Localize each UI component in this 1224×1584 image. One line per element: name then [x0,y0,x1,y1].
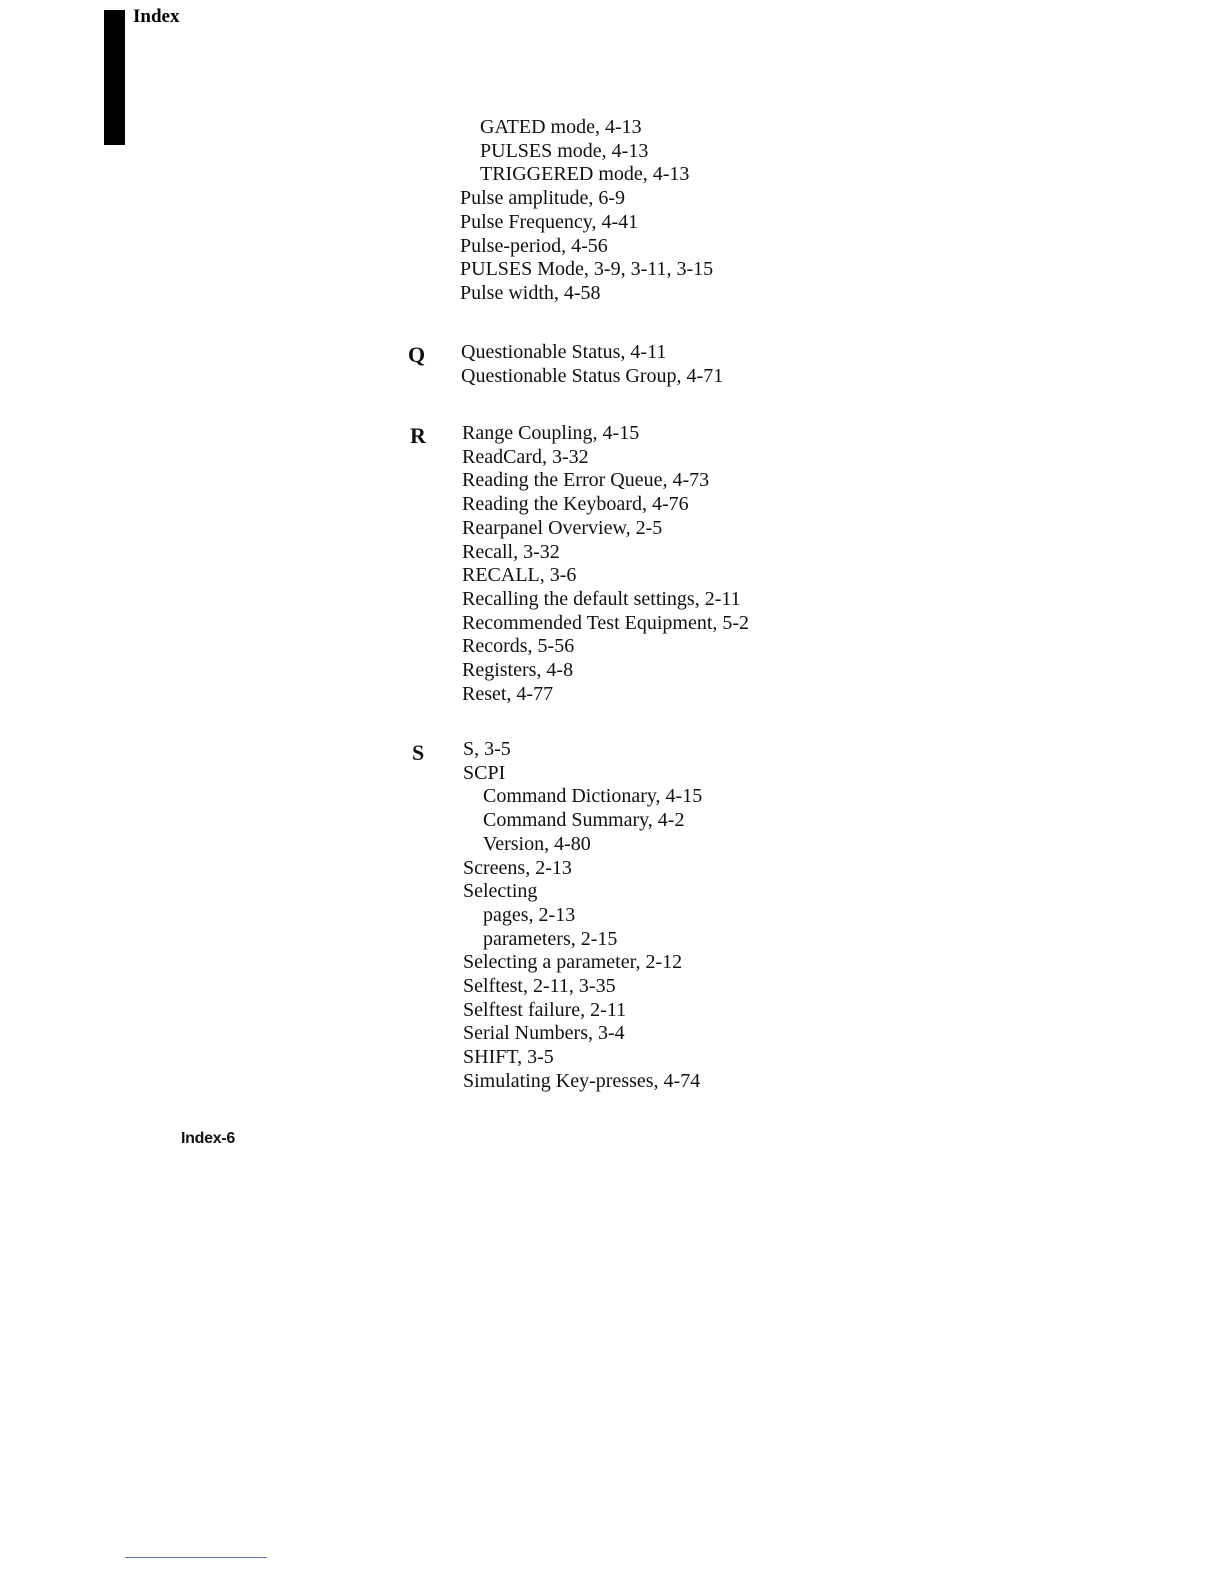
index-subentry: Command Dictionary, 4-15 [483,785,703,808]
index-subentry: GATED mode, 4-13 [480,116,642,138]
page-number: Index-6 [181,1130,235,1147]
index-entry: Questionable Status Group, 4-71 [461,364,724,387]
index-entry: Pulse Frequency, 4-41 [460,210,639,233]
index-entry: Pulse amplitude, 6-9 [460,187,625,210]
index-entry-list [462,422,749,706]
index-subentry: PULSES mode, 4-13 [480,139,649,162]
index-subentry: Command Summary, 4-2 [483,809,685,832]
index-entry: Registers, 4-8 [462,659,574,682]
index-entry: Reading the Error Queue, 4-73 [462,469,710,492]
section-letter: R [410,423,426,448]
index-entry-list [463,738,702,1094]
index-subentry: pages, 2-13 [483,903,576,926]
index-entry: Serial Numbers, 3-4 [463,1022,625,1045]
index-subentry: TRIGGERED mode, 4-13 [480,163,690,186]
page-header-title: Index [133,6,180,27]
index-entry: Recommended Test Equipment, 5-2 [462,611,750,634]
index-entry: ReadCard, 3-32 [462,445,589,468]
index-subentry: Version, 4-80 [483,832,591,855]
index-entry: Selftest, 2-11, 3-35 [463,975,616,998]
index-entry: Selecting a parameter, 2-12 [463,951,683,974]
index-entry-list [460,116,713,306]
index-entry: RECALL, 3-6 [462,564,577,587]
index-entry: Range Coupling, 4-15 [462,422,640,444]
index-tab-marker [104,10,125,145]
index-subentry: parameters, 2-15 [483,927,618,950]
index-entry: Selftest failure, 2-11 [463,998,627,1021]
index-entry: Pulse width, 4-58 [460,281,601,304]
index-entry: Records, 5-56 [462,635,575,658]
index-entry: S, 3-5 [463,738,511,760]
section-letter: Q [408,342,426,367]
index-entry: Simulating Key-presses, 4-74 [463,1069,701,1092]
index-entry: Pulse-period, 4-56 [460,234,608,257]
index-entry: Rearpanel Overview, 2-5 [462,516,663,539]
index-entry-list [461,341,723,388]
index-entry: Recall, 3-32 [462,540,560,563]
footnote-rule [125,1557,267,1558]
index-entry: Selecting [463,880,538,903]
index-entry: Screens, 2-13 [463,856,572,879]
index-entry: Recalling the default settings, 2-11 [462,587,741,610]
section-letter: S [412,740,425,765]
index-entry: SHIFT, 3-5 [463,1046,554,1069]
index-entry: Reading the Keyboard, 4-76 [462,493,689,516]
index-entry: SCPI [463,761,506,784]
index-entry: Reset, 4-77 [462,682,554,705]
index-entry: Questionable Status, 4-11 [461,341,667,363]
index-entry: PULSES Mode, 3-9, 3-11, 3-15 [460,258,714,281]
